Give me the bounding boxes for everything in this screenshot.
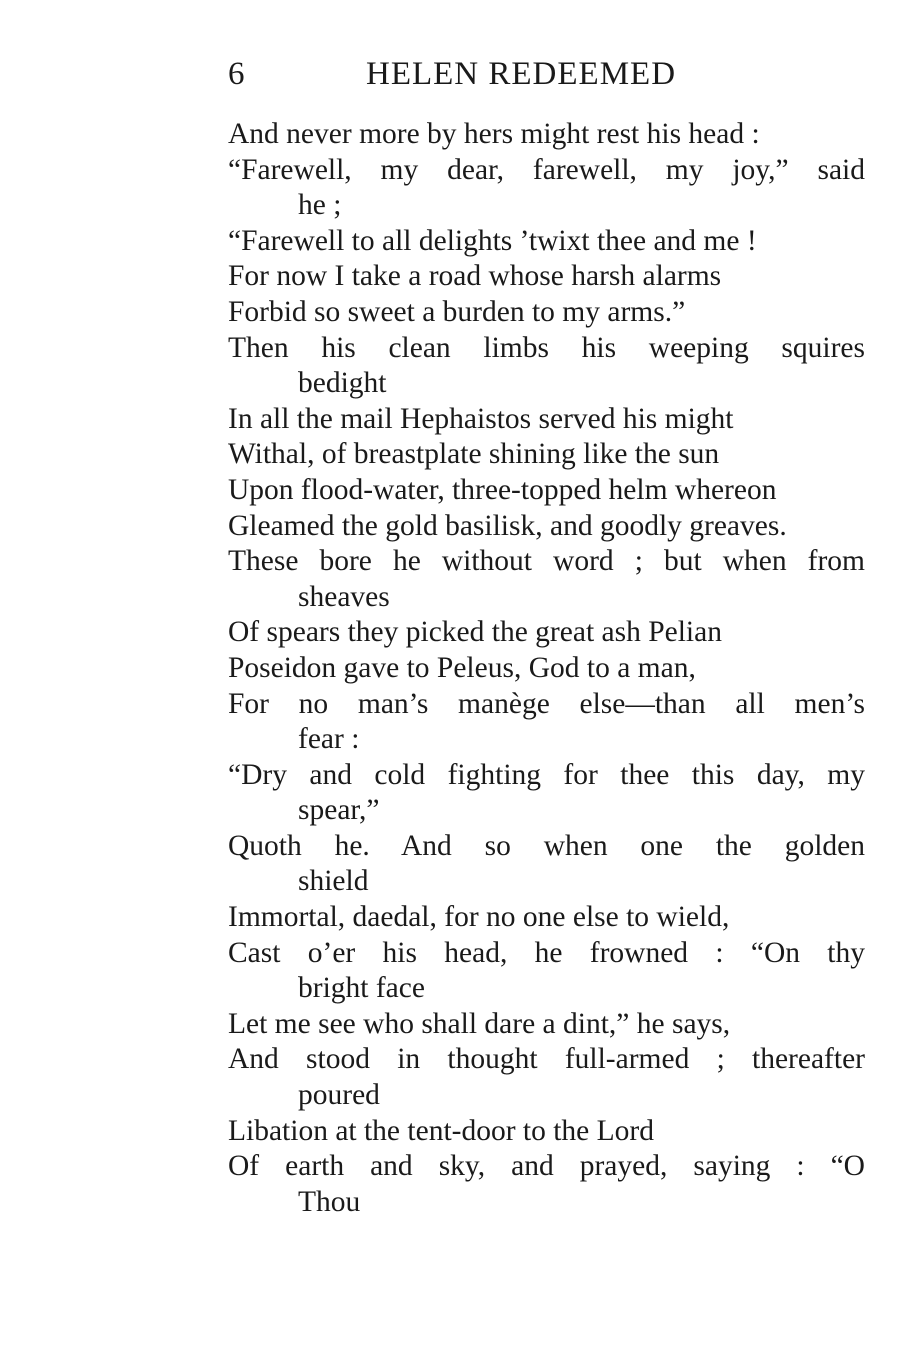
verse-line: And never more by hers might rest his head :	[228, 118, 760, 150]
verse-line: For no man’s manège else—than all men’s	[228, 687, 865, 720]
verse-runover: sheaves	[298, 580, 390, 613]
verse-line: Withal, of breastplate shining like the sun	[228, 438, 720, 471]
verse-line: Poseidon gave to Peleus, God to a man,	[228, 651, 696, 684]
page-number: 6	[228, 56, 245, 92]
verse-line: Then his clean limbs his weeping squires	[228, 331, 865, 364]
running-head	[228, 52, 865, 96]
verse-line: Let me see who shall dare a dint,” he says,	[228, 1007, 731, 1040]
verse-line: Libation at the tent-door to the Lord	[228, 1114, 654, 1147]
verse-line: “Dry and cold fighting for thee this day, my	[228, 758, 865, 791]
verse-line: “Farewell, my dear, farewell, my joy,” said	[228, 153, 865, 186]
verse-line: Immortal, daedal, for no one else to wield,	[228, 901, 730, 934]
verse-line: Forbid so sweet a burden to my arms.”	[228, 295, 686, 328]
verse-line: Cast o’er his head, he frowned : “On thy	[228, 936, 865, 969]
verse-line: These bore he without word ; but when from	[228, 545, 865, 578]
verse-line: For now I take a road whose harsh alarms	[228, 260, 722, 293]
verse-line: Gleamed the gold basilisk, and goodly greaves.	[228, 509, 787, 542]
verse-line: Quoth he. And so when one the golden	[228, 829, 865, 862]
verse-runover: Thou	[298, 1185, 361, 1218]
verse-line: And stood in thought full-armed ; thereafter	[228, 1043, 865, 1076]
verse-line: “Farewell to all delights ’twixt thee and me !	[228, 224, 757, 257]
verse-runover: fear :	[298, 723, 360, 756]
verse-line: Of spears they picked the great ash Pelian	[228, 616, 722, 649]
verse-runover: bright face	[298, 972, 425, 1005]
verse-body	[228, 117, 865, 1220]
verse-line: Upon flood-water, three-topped helm whereon	[228, 473, 777, 506]
verse-runover: he ;	[298, 189, 342, 222]
verse-runover: bedight	[298, 367, 387, 400]
verse-line: Of earth and sky, and prayed, saying : “O	[228, 1150, 865, 1183]
verse-line: In all the mail Hephaistos served his might	[228, 402, 734, 435]
verse-runover: poured	[298, 1079, 380, 1112]
verse-runover: shield	[298, 865, 369, 898]
book-title: HELEN REDEEMED	[366, 56, 677, 92]
verse-runover: spear,”	[298, 794, 380, 827]
